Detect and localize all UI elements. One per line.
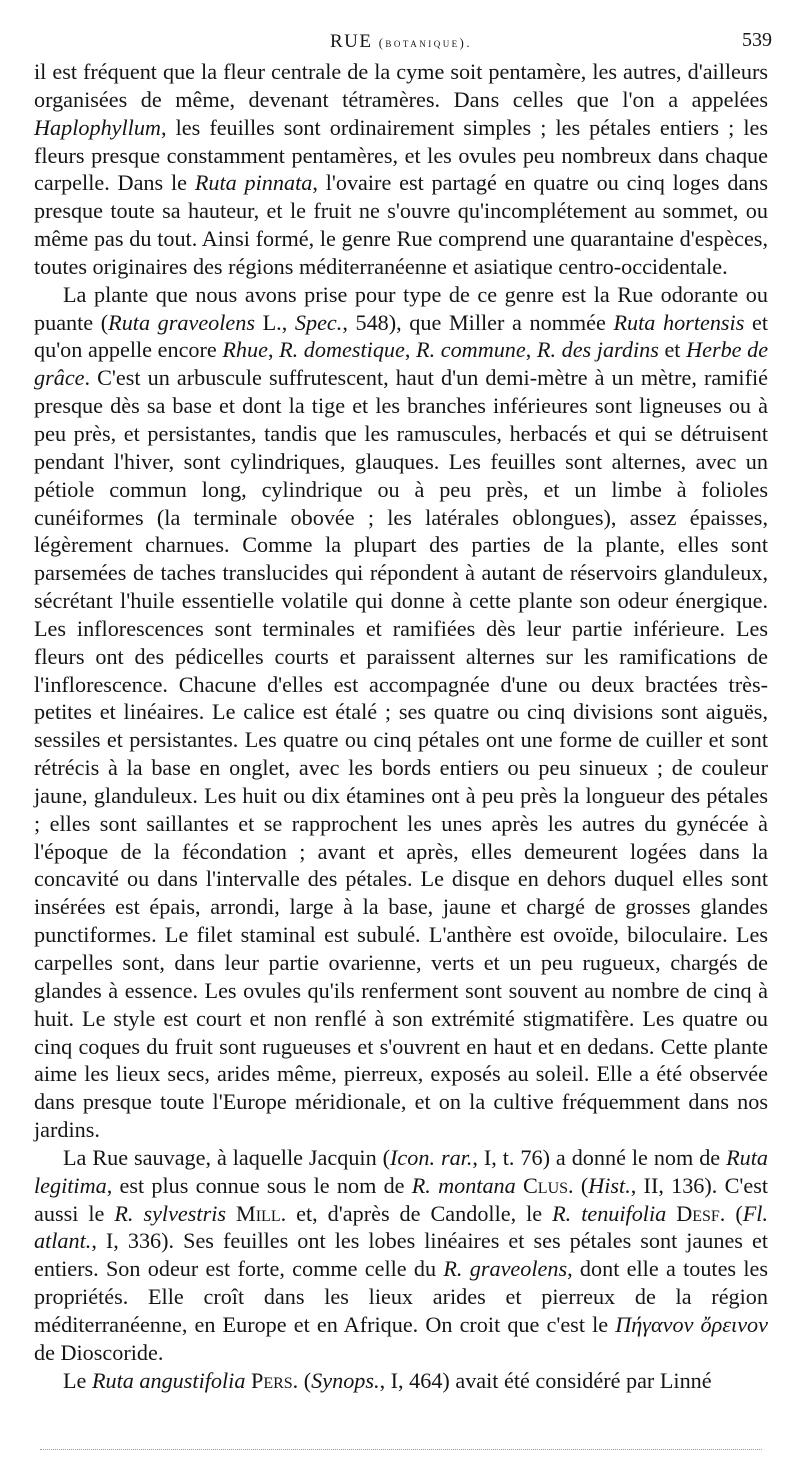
text-run: ( <box>573 1172 589 1198</box>
italic-text: Rhue <box>222 337 268 363</box>
text-run: , I, 336). Ses feuilles ont les lobes linéaires et ses pétales sont jaunes et entiers. Son odeur est forte, comme celle du <box>34 1228 768 1282</box>
italic-text: R. commune <box>416 337 526 363</box>
text-run: La Rue sauvage, à laquelle Jacquin ( <box>63 1144 391 1170</box>
italic-text: Haplophyllum <box>34 114 161 140</box>
text-run <box>226 1201 236 1226</box>
running-head-title <box>30 31 772 53</box>
italic-text: Πήγανον ὄρεινον <box>615 1311 768 1337</box>
italic-text: Synops. <box>311 1367 380 1393</box>
text-run: , 548), que Miller a nommée <box>342 309 614 335</box>
text-run: L., <box>255 309 295 335</box>
italic-text: Ruta pinnata <box>194 170 313 196</box>
text-run: et qu'on appelle encore <box>34 309 768 363</box>
paragraph <box>34 1367 768 1395</box>
italic-text: Fl. atlant. <box>34 1200 768 1254</box>
italic-text: Ruta graveolens <box>108 309 256 335</box>
text-run: , <box>404 337 417 363</box>
italic-text: Spec. <box>294 309 343 335</box>
text-run: , II, 136). C'est aussi le <box>34 1172 769 1226</box>
italic-text: Ruta angustifolia <box>91 1367 246 1393</box>
italic-text: R. montana <box>411 1172 516 1198</box>
text-run <box>666 1201 676 1226</box>
text-run <box>516 1173 523 1198</box>
text-run: , <box>525 337 537 363</box>
text-run: , les feuilles sont ordinairement simples ; les pétales entiers ; les fleurs presque constamment pentamères, et les ovules peu nombreux dans chaque carpelle. Dans le <box>34 114 768 196</box>
page-number: 539 <box>742 29 772 51</box>
text-run: , dont elle a toutes les propriétés. Elle croît dans les lieux arides et pierreux de la région méditerranéenne, en Europe et en Afrique. On croit que c'est le <box>34 1256 768 1337</box>
body-text <box>34 58 768 1395</box>
text-run: il est fréquent que la fleur centrale de la cyme soit pentamère, les autres, d'ailleurs organisées de même, devenant tétramères. Dans celles que l'on a appelées <box>34 59 768 112</box>
paragraph <box>34 281 768 1144</box>
text-run: et, d'après de Candolle, le <box>286 1200 553 1226</box>
paragraph <box>34 1144 768 1367</box>
italic-text: R. tenuifolia <box>552 1200 667 1226</box>
italic-text: R. graveolens <box>443 1256 568 1282</box>
italic-text: Ruta hortensis <box>613 309 745 335</box>
text-run: , l'ovaire est partagé en quatre ou cinq loges dans presque toute sa hauteur, et le fruit ne s'ouvre qu'incomplétement au sommet, ou même pas du tout. Ainsi formé, le genre Rue comprend une quarantaine d'espèces, toutes originaires des régions méditerranéenne et asiatique centro-occidentale. <box>34 170 768 279</box>
italic-text: R. des jardins <box>536 337 659 363</box>
text-run: Le <box>63 1367 92 1393</box>
running-head-sub: (botanique). <box>378 36 472 50</box>
italic-text: R. domestique <box>279 337 405 363</box>
text-run: , I, 464) avait été considéré par Linné <box>379 1367 712 1393</box>
italic-text: Icon. rar. <box>390 1144 473 1170</box>
small-caps-text: Pers. <box>250 1367 299 1393</box>
text-run: , <box>267 337 280 363</box>
text-run: . C'est un arbuscule suffrutescent, haut d'un demi-mètre à un mètre, ramifié presque dès sa base et dont la tige et les branches inférieures sont ligneuses ou à peu près, et persistantes, tandis que les ramuscules, herbacés et qui se détruisent pendant l'hiver, sont cylindriques, glauques. Les feuilles sont alternes, avec un pétiole commun long, cylindrique ou à peu près, et un limbe à folioles cunéiformes (la terminale obovée ; les latérales oblongues), assez épaisses, légèrement charnues. Comme la plupart des parties de la plante, elles sont parsemées de taches translucides qui répondent à autant de réservoirs glanduleux, sécrétant l'huile essentielle volatile qui donne à cette plante son odeur énergique. Les inflorescences sont terminales et ramifiées dès leur partie inférieure. Les fleurs ont des pédicelles courts et paraissent alternes sur les ramifications de l'inflorescence. Chacune d'elles est accompagnée d'une ou deux bractées très-petites et linéaires. Le calice est étalé ; ses quatre ou cinq divisions sont aiguës, sessiles et persistantes. Les quatre ou cinq pétales ont une forme de cuiller et sont rétrécis à la base en onglet, avec les bords entiers ou peu sinueux ; de couleur jaune, glanduleux. Les huit ou dix étamines ont à peu près la longueur des pétales ; elles sont saillantes et se rapprochent les unes après les autres du gynécée à l'époque de la fécondation ; avant et après, elles demeurent logées dans la concavité ou dans l'intervalle des pétales. Le disque en dehors duquel elles sont insérées est épais, arrondi, large à la base, jaune et chargé de grosses glandes punctiformes. Le filet staminal est subulé. L'anthère est ovoïde, biloculaire. Les carpelles sont, dans leur partie ovarienne, verts et un peu rugueux, chargés de glandes à essence. Les ovules qu'ils renferment sont souvent au nombre de cinq à huit. Le style est court et non renflé à son extrémité stigmatifère. Les quatre ou cinq coques du fruit sont rugueuses et s'ouvrent en haut et en dedans. Cette plante aime les lieux secs, arides même, pierreux, exposés au soleil. Elle a été observée dans presque toute l'Europe méridionale, et on la cultive fréquemment dans nos jardins. <box>34 365 768 1143</box>
running-head <box>30 27 772 57</box>
small-caps-text: Desf. <box>676 1200 726 1226</box>
italic-text: Ruta legitima <box>34 1144 768 1198</box>
italic-text: Herbe de grâce <box>34 337 769 391</box>
running-head-main: RUE <box>330 31 373 52</box>
paragraph <box>34 58 768 281</box>
text-run: , est plus connue sous le nom de <box>106 1172 412 1198</box>
small-caps-text: Clus. <box>523 1172 574 1198</box>
small-caps-text: Mill. <box>236 1200 287 1226</box>
text-run: La plante que nous avons prise pour type de ce genre est la Rue odorante ou puante ( <box>34 281 768 335</box>
text-run: et <box>658 337 687 363</box>
text-run: , I, t. 76) a donné le nom de <box>472 1144 727 1170</box>
text-run: ( <box>298 1367 312 1393</box>
italic-text: R. sylvestris <box>114 1200 227 1226</box>
footer-dotted-rule <box>40 1449 762 1450</box>
text-run: de Dioscoride. <box>34 1339 164 1365</box>
text-run: ( <box>725 1200 743 1226</box>
italic-text: Hist. <box>588 1172 631 1198</box>
